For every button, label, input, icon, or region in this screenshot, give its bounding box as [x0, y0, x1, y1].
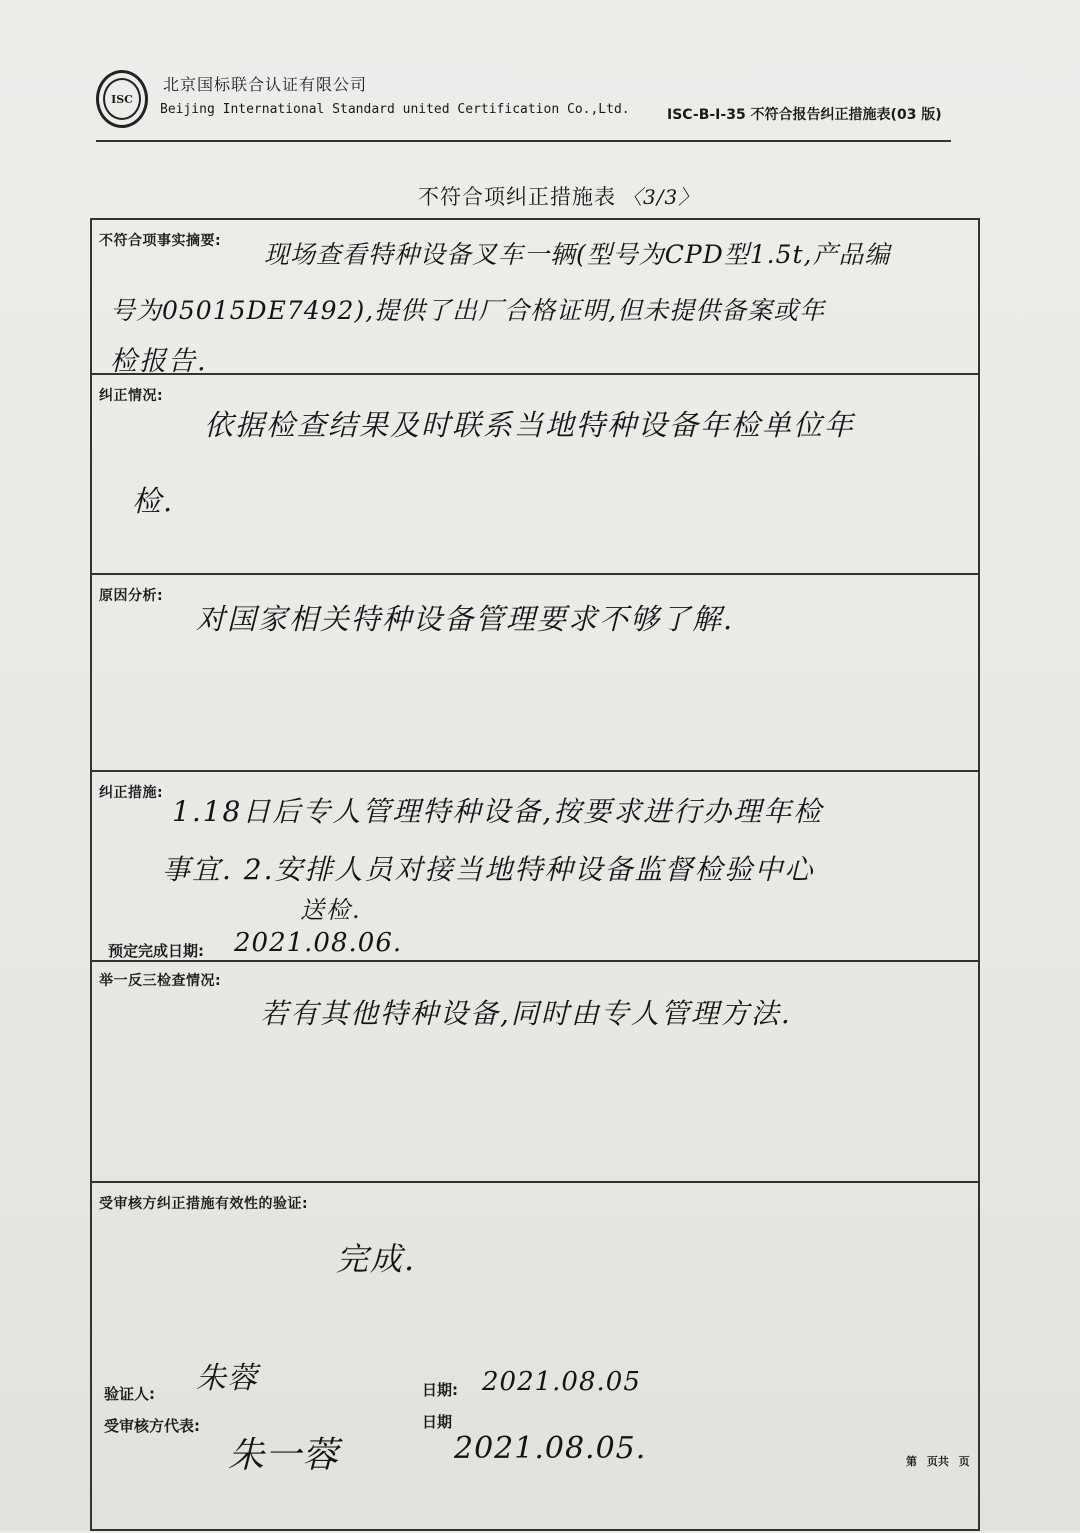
measures-line-3: 送检. — [300, 896, 362, 924]
auditee-label: 受审核方代表: — [104, 1417, 200, 1435]
extension-line-1: 若有其他特种设备,同时由专人管理方法. — [260, 997, 792, 1030]
verifier-label: 验证人: — [104, 1385, 155, 1403]
correction-line-1: 依据检查结果及时联系当地特种设备年检单位年 — [204, 408, 856, 442]
section-facts — [92, 220, 978, 375]
logo-mark: ISC — [103, 78, 141, 120]
company-logo — [96, 70, 148, 128]
section-correction — [92, 375, 978, 575]
verification-label: 受审核方纠正措施有效性的验证: — [99, 1196, 309, 1212]
cause-line-1: 对国家相关特种设备管理要求不够了解. — [196, 602, 735, 636]
form-title — [418, 181, 699, 211]
page-number: 第 页共 页 — [906, 1455, 970, 1468]
facts-line-1: 现场查看特种设备叉车一辆(型号为CPD型1.5t,产品编 — [264, 240, 891, 269]
correction-line-2: 检. — [132, 484, 175, 518]
correction-label: 纠正情况: — [99, 388, 164, 404]
verifier-date: 2021.08.05 — [482, 1367, 641, 1397]
auditee-date-label: 日期 — [422, 1413, 453, 1431]
section-cause — [92, 575, 978, 772]
verification-result: 完成. — [336, 1240, 417, 1278]
due-date-label: 预定完成日期: — [108, 942, 204, 960]
header-divider — [96, 140, 951, 142]
section-extension — [92, 962, 978, 1183]
due-date-value: 2021.08.06. — [234, 928, 403, 958]
form-code: ISC-B-I-35 不符合报告纠正措施表(03 版) — [667, 107, 942, 123]
measures-line-2: 事宜. 2.安排人员对接当地特种设备监督检验中心 — [162, 853, 815, 886]
facts-label: 不符合项事实摘要: — [99, 233, 222, 249]
auditee-signature: 朱一蓉 — [228, 1435, 340, 1476]
form-table — [90, 218, 980, 1531]
auditee-date: 2021.08.05. — [454, 1431, 647, 1466]
section-verification — [92, 1183, 978, 1533]
measures-line-1: 1.18日后专人管理特种设备,按要求进行办理年检 — [172, 795, 824, 828]
cause-label: 原因分析: — [99, 588, 164, 604]
verifier-date-label: 日期: — [422, 1381, 458, 1399]
company-name-en: Beijing International Standard united Certification Co.,Ltd. — [160, 102, 630, 117]
facts-line-3: 检报告. — [110, 346, 208, 377]
extension-label: 举一反三检查情况: — [99, 973, 222, 989]
company-name-cn: 北京国标联合认证有限公司 — [163, 75, 368, 94]
verifier-signature: 朱蓉 — [196, 1361, 258, 1396]
measures-label: 纠正措施: — [99, 785, 164, 801]
page-note: 〈3/3〉 — [622, 185, 700, 209]
form-title-text: 不符合项纠正措施表 — [418, 185, 616, 209]
facts-line-2: 号为05015DE7492),提供了出厂合格证明,但未提供备案或年 — [110, 296, 826, 325]
section-measures — [92, 772, 978, 962]
